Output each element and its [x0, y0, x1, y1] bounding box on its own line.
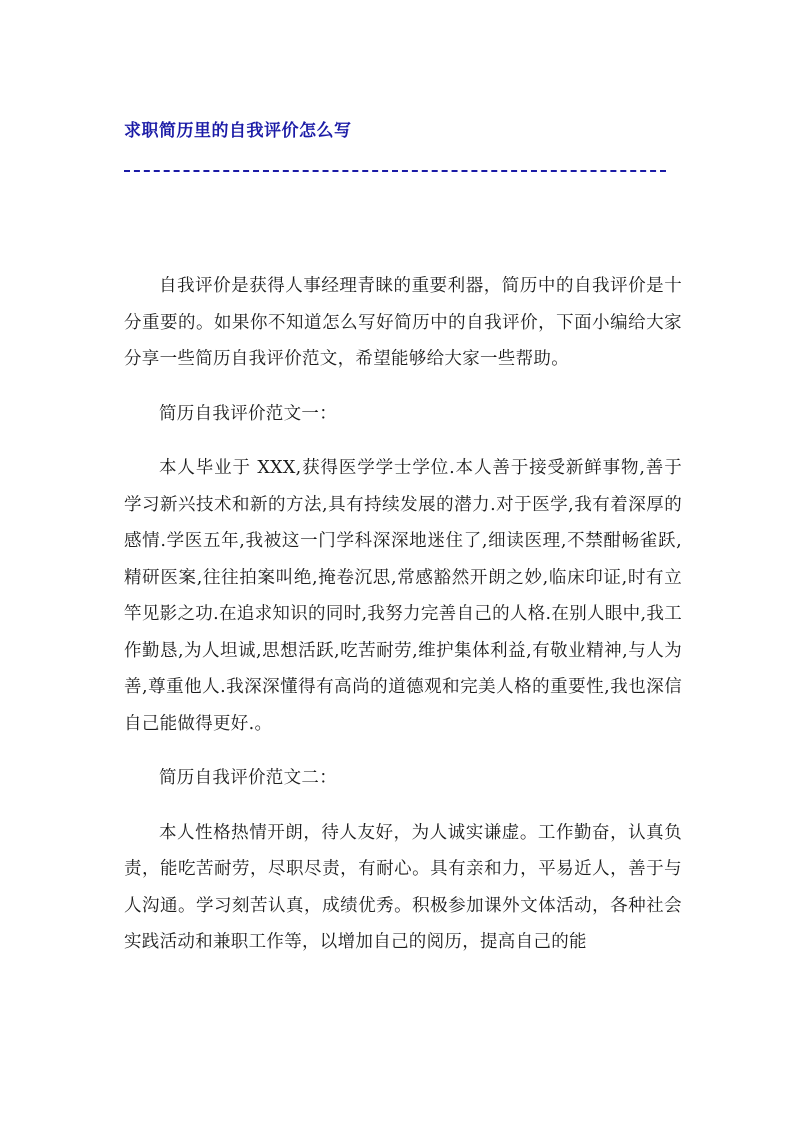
intro-paragraph: 自我评价是获得人事经理青睐的重要利器，简历中的自我评价是十分重要的。如果你不知道怎么写好简历中的自我评价，下面小编给大家分享一些简历自我评价范文，希望能够给大家一些帮助。: [124, 276, 682, 369]
title-divider: [124, 170, 666, 172]
section-heading-1: 简历自我评价范文一：: [159, 403, 337, 424]
document-body: [124, 268, 682, 961]
section-body-2: 本人性格热情开朗，待人友好，为人诚实谦虚。工作勤奋，认真负责，能吃苦耐劳，尽职尽责，有耐心。具有亲和力，平易近人，善于与人沟通。学习刻苦认真，成绩优秀。积极参加课外文体活动，各种社会实践活动和兼职工作等，以增加自己的阅历，提高自己的能: [124, 822, 682, 952]
section-heading-2: 简历自我评价范文二：: [159, 768, 337, 788]
section-body-1: 本人毕业于 XXX,获得医学学士学位.本人善于接受新鲜事物,善于学习新兴技术和新的方法,具有持续发展的潜力.对于医学,我有着深厚的感情.学医五年,我被这一门学科深深地迷住了,细读医理,不禁酣畅雀跃,精研医案,往往拍案叫绝,掩卷沉思,常感豁然开朗之妙,临床印证,时有立竿见影之功.在追求知识的同时,我努力完善自己的人格.在别人眼中,我工作勤恳,为人坦诚,思想活跃,吃苦耐劳,维护集体利益,有敬业精神,与人为善,尊重他人.我深深懂得有高尚的道德观和完美人格的重要性,我也深信自己能做得更好.。: [124, 458, 682, 734]
document-title: 求职简历里的自我评价怎么写: [124, 121, 352, 141]
